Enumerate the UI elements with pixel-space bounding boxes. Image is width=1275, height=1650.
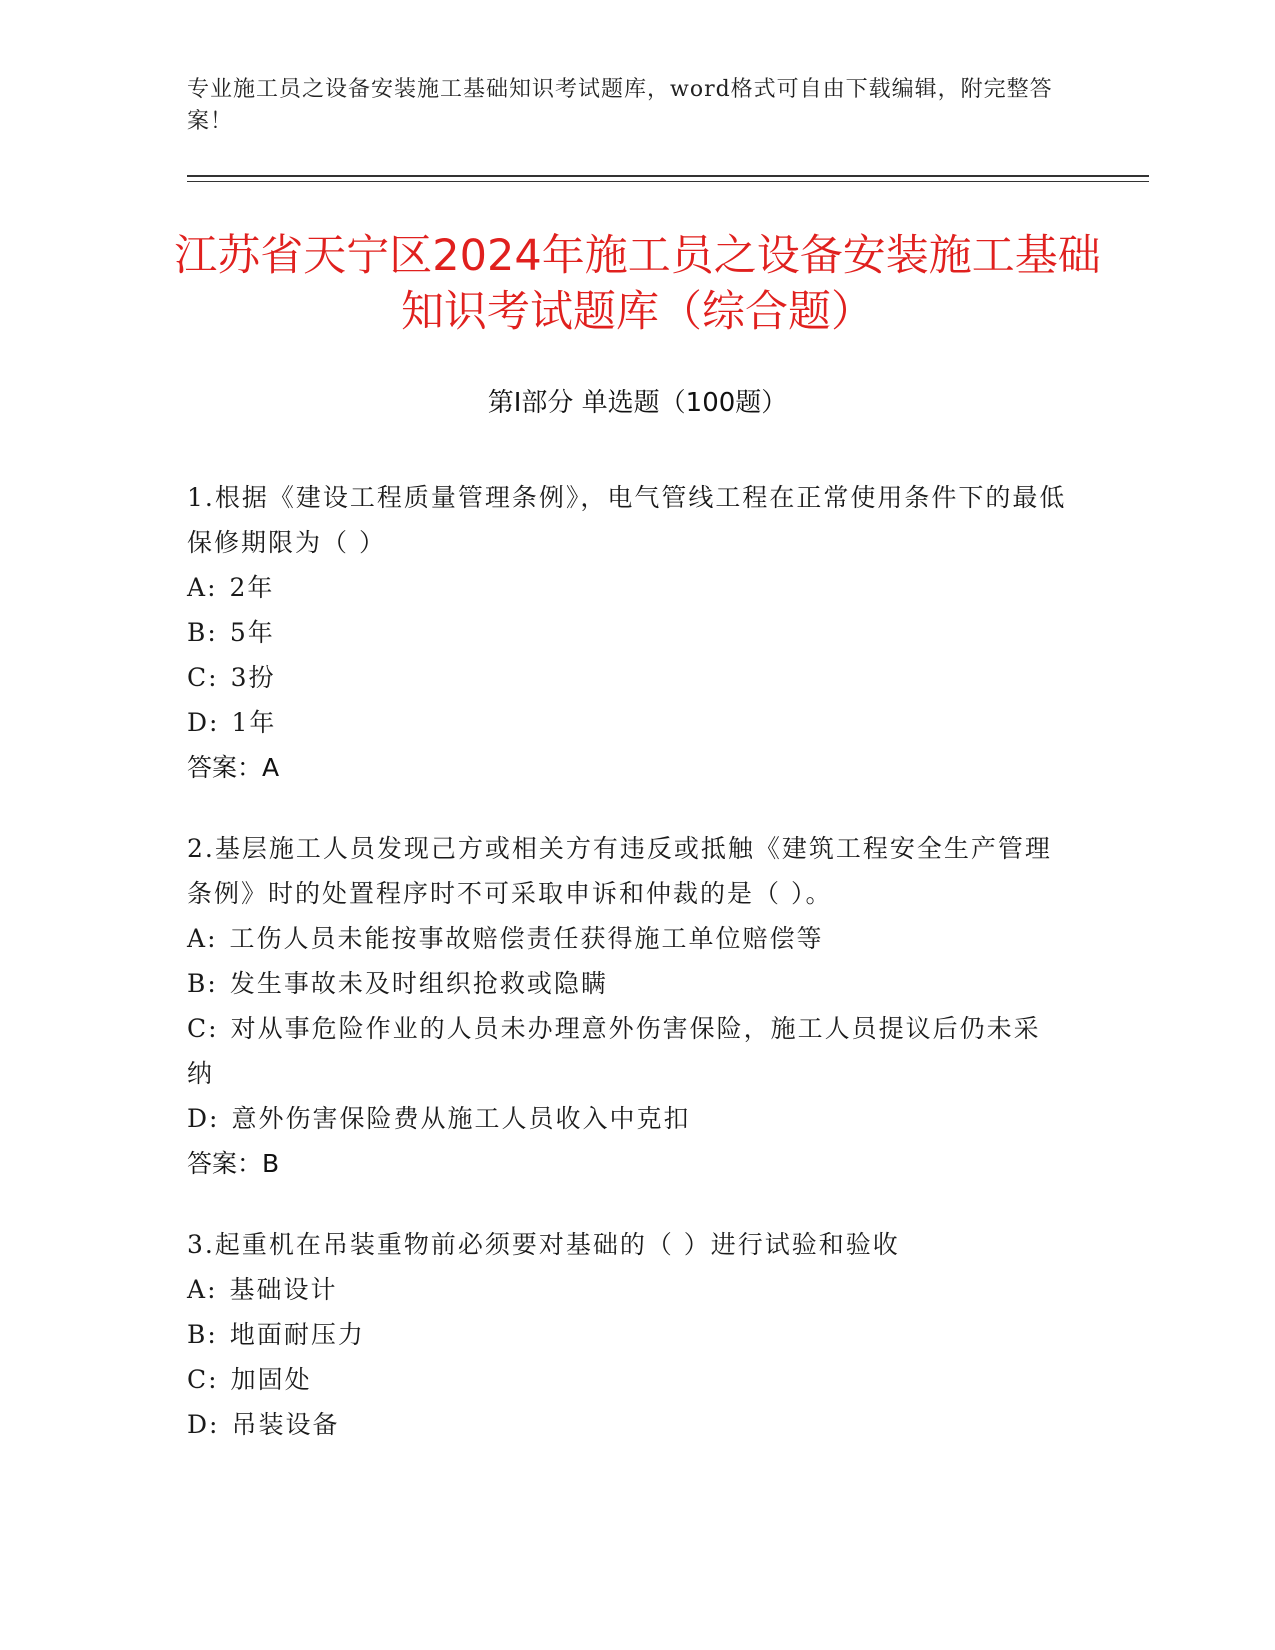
option-letter: B xyxy=(187,969,208,998)
option-letter: C xyxy=(187,1014,209,1043)
option-letter: A xyxy=(187,573,208,602)
question-3 xyxy=(187,1222,1067,1447)
option-d: D: 1年 xyxy=(187,708,277,737)
option-text: 加固处 xyxy=(230,1365,312,1394)
option-d: D: 吊装设备 xyxy=(187,1410,340,1439)
header-note: 专业施工员之设备安装施工基础知识考试题库，word格式可自由下载编辑，附完整答案！ xyxy=(187,77,1053,134)
option-letter: D xyxy=(187,1104,210,1133)
option-a: A: 工伤人员未能按事故赔偿责任获得施工单位赔偿等 xyxy=(187,924,824,953)
option-text: 基础设计 xyxy=(229,1275,338,1304)
option-letter: A xyxy=(187,1275,208,1304)
option-text: 2年 xyxy=(229,573,275,602)
option-c: C: 3扮 xyxy=(187,663,276,692)
option-letter: D xyxy=(187,1410,210,1439)
option-text: 工伤人员未能按事故赔偿责任获得施工单位赔偿等 xyxy=(229,924,824,953)
option-text: 对从事危险作业的人员未办理意外伤害保险，施工人员提议后仍未采纳 xyxy=(187,1014,1041,1088)
answer-line: 答案：B xyxy=(187,1149,280,1178)
option-letter: C xyxy=(187,663,209,692)
option-a: A: 基础设计 xyxy=(187,1275,338,1304)
option-text: 意外伤害保险费从施工人员收入中克扣 xyxy=(231,1104,691,1133)
option-letter: A xyxy=(187,924,208,953)
question-text: 3.起重机在吊装重物前必须要对基础的（ ）进行试验和验收 xyxy=(187,1230,900,1259)
option-letter: D xyxy=(187,708,210,737)
option-d: D: 意外伤害保险费从施工人员收入中克扣 xyxy=(187,1104,691,1133)
document-title: 江苏省天宁区2024年施工员之设备安装施工基础知识考试题库（综合题） xyxy=(174,231,1101,337)
option-text: 1年 xyxy=(231,708,277,737)
option-b: B: 地面耐压力 xyxy=(187,1320,365,1349)
option-letter: C xyxy=(187,1365,209,1394)
option-text: 发生事故未及时组织抢救或隐瞒 xyxy=(229,969,608,998)
option-text: 吊装设备 xyxy=(231,1410,340,1439)
option-a: A: 2年 xyxy=(187,573,275,602)
option-c: C: 对从事危险作业的人员未办理意外伤害保险，施工人员提议后仍未采纳 xyxy=(187,1014,1041,1088)
option-c: C: 加固处 xyxy=(187,1365,312,1394)
question-text: 2.基层施工人员发现己方或相关方有违反或抵触《建筑工程安全生产管理条例》时的处置程序时不可采取申诉和仲裁的是（ ）。 xyxy=(187,834,1052,908)
option-b: B: 发生事故未及时组织抢救或隐瞒 xyxy=(187,969,608,998)
option-text: 5年 xyxy=(229,618,275,647)
question-1 xyxy=(187,475,1067,790)
option-text: 地面耐压力 xyxy=(229,1320,365,1349)
answer-line: 答案：A xyxy=(187,753,280,782)
header-rule-thick xyxy=(187,175,1149,177)
option-b: B: 5年 xyxy=(187,618,275,647)
question-list xyxy=(187,475,1067,1483)
option-letter: B xyxy=(187,618,208,647)
option-text: 3扮 xyxy=(230,663,276,692)
section-title: 第I部分 单选题（100题） xyxy=(487,388,788,418)
option-letter: B xyxy=(187,1320,208,1349)
header-rule-thin xyxy=(187,181,1149,182)
question-2 xyxy=(187,826,1067,1186)
question-text: 1.根据《建设工程质量管理条例》，电气管线工程在正常使用条件下的最低保修期限为（ ） xyxy=(187,483,1067,557)
